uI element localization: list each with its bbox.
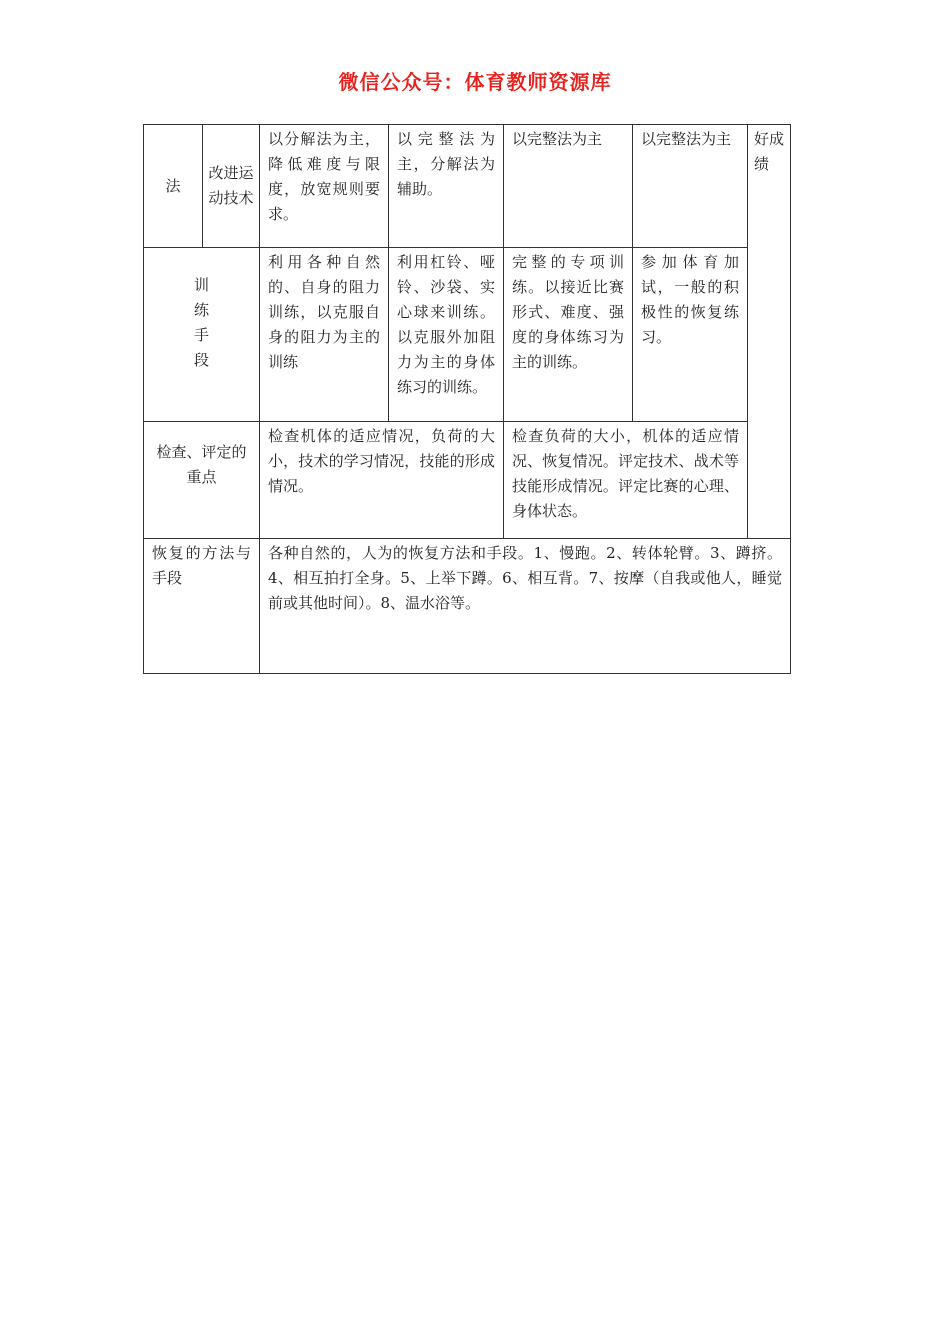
table-cell: 以完整法为主，分解法为辅助。 xyxy=(389,125,504,248)
table-row-training xyxy=(144,248,791,422)
table-cell: 各种自然的，人为的恢复方法和手段。1、慢跑。2、转体轮臂。3、蹲挤。4、相互拍打全身。5、上举下蹲。6、相互背。7、按摩（自我或他人，睡觉前或其他时间）。8、温水浴等。 xyxy=(260,539,791,674)
table-cell: 以完整法为主 xyxy=(504,125,633,248)
table-cell: 参加体育加试，一般的积极性的恢复练习。 xyxy=(633,248,748,422)
table-cell: 利用各种自然的、自身的阻力训练，以克服自身的阻力为主的训练 xyxy=(260,248,389,422)
table-cell: 完整的专项训练。以接近比赛形式、难度、强度的身体练习为主的训练。 xyxy=(504,248,633,422)
table-cell: 检查负荷的大小，机体的适应情况、恢复情况。评定技术、战术等技能形成情况。评定比赛的心理、身体状态。 xyxy=(504,422,748,539)
table-row-check xyxy=(144,422,791,539)
table-row-method xyxy=(144,125,791,248)
table-cell: 以完整法为主 xyxy=(633,125,748,248)
table-cell: 利用杠铃、哑铃、沙袋、实心球来训练。以克服外加阻力为主的身体练习的训练。 xyxy=(389,248,504,422)
row-label-inner: 改进运动技术 xyxy=(203,125,260,248)
content-table xyxy=(143,124,791,674)
row-label-outer: 法 xyxy=(144,125,203,248)
row-label: 训练手段 xyxy=(144,248,260,422)
table-cell: 以分解法为主，降低难度与限度，放宽规则要求。 xyxy=(260,125,389,248)
row-label: 检查、评定的重点 xyxy=(144,422,260,539)
table-cell: 检查机体的适应情况，负荷的大小，技术的学习情况，技能的形成情况。 xyxy=(260,422,504,539)
table-row-recovery xyxy=(144,539,791,674)
page-title: 微信公众号：体育教师资源库 xyxy=(338,70,612,94)
right-column-cell: 好成绩 xyxy=(748,125,791,539)
row-label: 恢复的方法与手段 xyxy=(144,539,260,674)
